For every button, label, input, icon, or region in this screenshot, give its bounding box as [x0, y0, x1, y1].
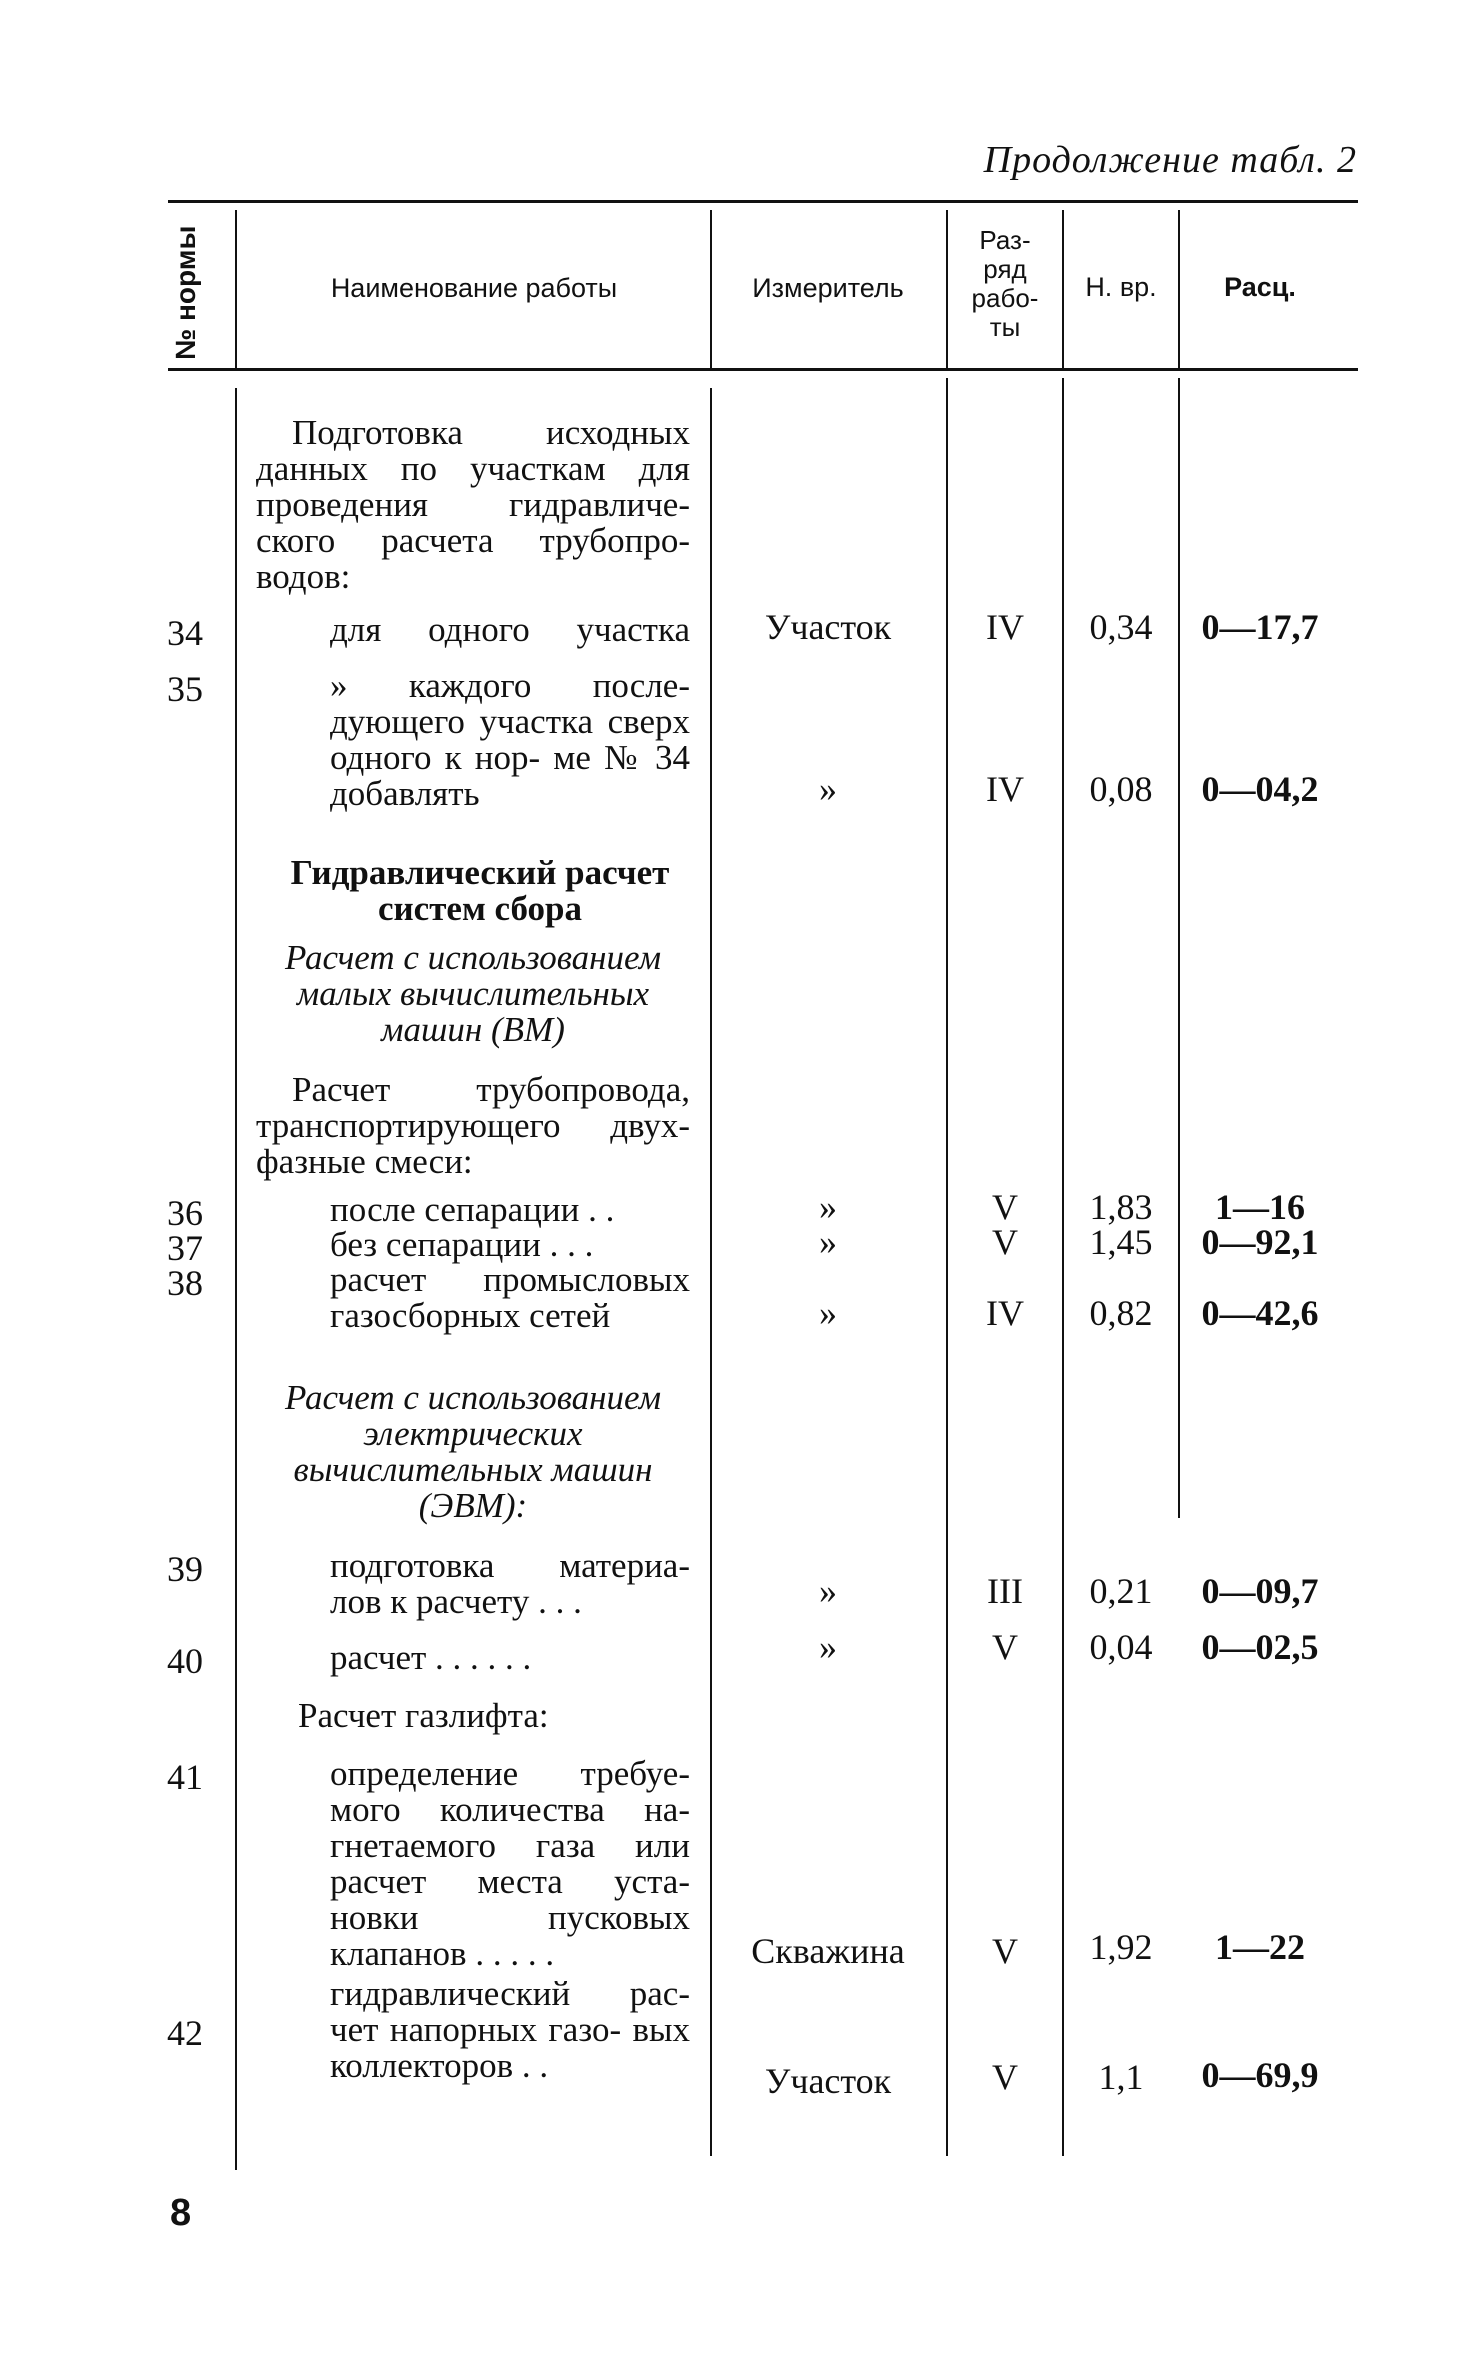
subsection-evm: Расчет с использованием электрических вычислительных машин (ЭВМ): [284, 1378, 662, 1525]
meter-39: » [819, 1571, 837, 1611]
pipeline-intro: Расчет трубопровода, транспортирующего двух- фазные смеси: [256, 1070, 690, 1181]
header-work-name: Наименование работы [330, 273, 618, 303]
time-35: 0,08 [1089, 769, 1153, 809]
rate-41: 1—22 [1215, 1927, 1305, 1967]
grade-41: V [992, 1931, 1018, 1971]
header-meter: Измеритель [752, 273, 904, 303]
grade-39: III [987, 1571, 1023, 1611]
grade-34: IV [986, 607, 1024, 647]
time-39: 0,21 [1089, 1571, 1153, 1611]
body-divider-2 [710, 388, 712, 2156]
time-36: 1,83 [1089, 1187, 1153, 1227]
body-divider-3 [946, 378, 948, 2156]
header-grade-line: ты [989, 312, 1021, 342]
work-name-40: расчет . . . . . . [330, 1638, 532, 1677]
header-time: Н. вр. [1085, 272, 1157, 302]
intro-text: Подготовка исходных данных по участкам для проведения гидравличе- ского расчета трубопро- водов: [256, 413, 690, 596]
grade-35: IV [986, 769, 1024, 809]
work-name-37: без сепарации . . . [330, 1225, 594, 1264]
header-divider-3 [946, 210, 948, 370]
section-heading: Гидравлический расчет систем сбора [290, 853, 670, 928]
norm-number-38: 38 [167, 1263, 203, 1303]
header-grade-line: рабо- [971, 283, 1039, 313]
work-name-39: подготовка материа- лов к расчету . . . [330, 1546, 690, 1621]
work-name-42: гидравлический рас- чет напорных газо- вых коллекторов . . [330, 1974, 690, 2085]
meter-36: » [819, 1187, 837, 1227]
header-rate: Расц. [1224, 272, 1296, 302]
rate-36: 1—16 [1215, 1187, 1305, 1227]
page-number: 8 [170, 2192, 192, 2234]
work-name-34: для одного участка [330, 610, 690, 649]
grade-38: IV [986, 1293, 1024, 1333]
work-name-36: после сепарации . . [330, 1190, 615, 1229]
header-top-rule [168, 200, 1358, 203]
gaslift-heading: Расчет газлифта: [298, 1696, 549, 1735]
grade-36: V [992, 1187, 1018, 1227]
header-norm-number: № нормы [170, 225, 201, 360]
header-grade-line: ряд [983, 254, 1027, 284]
time-34: 0,34 [1089, 607, 1153, 647]
header-divider-4 [1062, 210, 1064, 370]
norm-number-39: 39 [167, 1549, 203, 1589]
meter-37: » [819, 1222, 837, 1262]
header-grade [950, 226, 1060, 342]
grade-42: V [992, 2057, 1018, 2097]
grade-37: V [992, 1222, 1018, 1262]
rate-37: 0—92,1 [1201, 1222, 1319, 1262]
time-42: 1,1 [1098, 2057, 1144, 2097]
norm-number-40: 40 [167, 1641, 203, 1681]
rate-39: 0—09,7 [1201, 1571, 1319, 1611]
norm-number-42: 42 [167, 2013, 203, 2053]
body-divider-4 [1062, 378, 1064, 2156]
time-40: 0,04 [1089, 1627, 1153, 1667]
body-divider-5 [1178, 378, 1180, 1518]
time-41: 1,92 [1089, 1927, 1153, 1967]
meter-35: » [819, 769, 837, 809]
time-38: 0,82 [1089, 1293, 1153, 1333]
rate-42: 0—69,9 [1201, 2055, 1319, 2095]
meter-38: » [819, 1293, 837, 1333]
meter-34: Участок [764, 607, 892, 647]
time-37: 1,45 [1089, 1222, 1153, 1262]
rate-40: 0—02,5 [1201, 1627, 1319, 1667]
work-name-38: расчет промысловых газосборных сетей [330, 1260, 690, 1335]
norm-number-41: 41 [167, 1757, 203, 1797]
norm-number-34: 34 [167, 613, 203, 653]
header-divider-1 [235, 210, 237, 370]
meter-41: Скважина [751, 1931, 905, 1971]
header-grade-line: Раз- [979, 225, 1031, 255]
meter-42: Участок [764, 2061, 892, 2101]
grade-40: V [992, 1627, 1018, 1667]
work-name-35: » каждого после- дующего участка сверх одного к нор- ме № 34 добавлять [330, 666, 690, 813]
subsection-vm: Расчет с использованием малых вычислительных машин (ВМ) [284, 938, 662, 1049]
rate-35: 0—04,2 [1201, 769, 1319, 809]
norm-number-35: 35 [167, 669, 203, 709]
rate-34: 0—17,7 [1201, 607, 1319, 647]
norm-number-37: 37 [167, 1228, 203, 1268]
norm-number-36: 36 [167, 1193, 203, 1233]
rate-38: 0—42,6 [1201, 1293, 1319, 1333]
work-name-41: определение требуе- мого количества на- гнетаемого газа или расчет места уста- новки пусковых клапанов . . . . . [330, 1754, 690, 1973]
meter-40: » [819, 1627, 837, 1667]
table-continuation-caption: Продолжение табл. 2 [983, 139, 1357, 181]
body-divider-1 [235, 388, 237, 2170]
